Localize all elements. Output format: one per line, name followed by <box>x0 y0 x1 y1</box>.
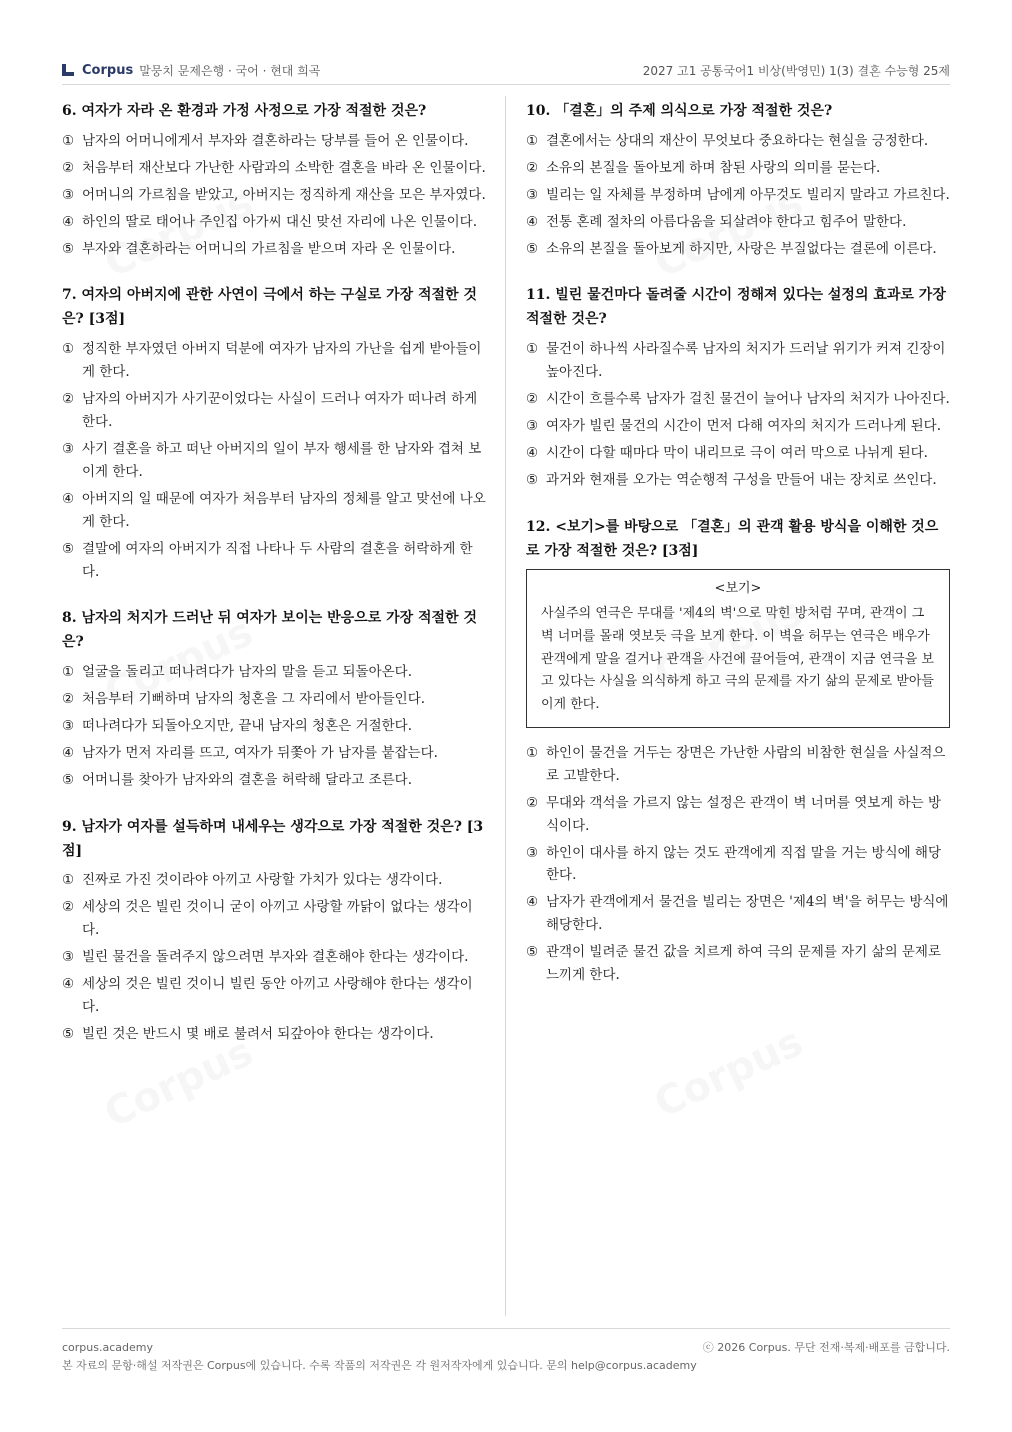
option-text: 남자의 아버지가 사기꾼이었다는 사실이 드러나 여자가 떠나려 하게 한다. <box>82 390 478 430</box>
option-number: ⑤ <box>526 240 539 257</box>
option[interactable] <box>62 688 488 711</box>
option-number: ③ <box>62 949 75 966</box>
option-number: ① <box>62 132 75 149</box>
option-text: 결혼에서는 상대의 재산이 무엇보다 중요하다는 현실을 긍정한다. <box>546 132 929 149</box>
option-text: 결말에 여자의 아버지가 직접 나타나 두 사람의 결혼을 허락하게 한다. <box>82 540 473 580</box>
option-text: 남자가 먼저 자리를 뜨고, 여자가 뒤쫓아 가 남자를 붙잡는다. <box>82 744 438 761</box>
option[interactable] <box>62 946 488 969</box>
option-text: 아버지의 일 때문에 여자가 처음부터 남자의 정체를 알고 맞선에 나오게 한다. <box>82 490 486 530</box>
option-number: ② <box>526 390 539 407</box>
option-text: 하인의 딸로 태어나 주인집 아가씨 대신 맞선 자리에 나온 인물이다. <box>82 213 478 230</box>
option[interactable] <box>526 941 950 987</box>
question-title: 6. 여자가 자라 온 환경과 가정 사정으로 가장 적절한 것은? <box>62 103 427 119</box>
option-number: ④ <box>526 444 539 461</box>
option-text: 소유의 본질을 돌아보게 하지만, 사랑은 부질없다는 결론에 이른다. <box>546 240 937 257</box>
option-text: 세상의 것은 빌린 것이니 빌린 동안 아끼고 사랑해야 한다는 생각이다. <box>82 976 473 1016</box>
option-text: 진짜로 가진 것이라야 아끼고 사랑할 가치가 있다는 생각이다. <box>82 872 443 889</box>
option-number: ① <box>62 872 75 889</box>
question-title: 12. <보기>를 바탕으로 「결혼」의 관객 활용 방식을 이해한 것으로 가장 적절한 것은? [3점] <box>526 518 939 559</box>
option-number: ⑤ <box>526 471 539 488</box>
option-number: ④ <box>526 894 539 911</box>
option-number: ② <box>62 390 75 407</box>
option-number: ② <box>526 159 539 176</box>
option-text: 부자와 결혼하라는 어머니의 가르침을 받으며 자라 온 인물이다. <box>82 240 456 257</box>
option[interactable] <box>526 415 950 438</box>
option-number: ⑤ <box>62 1025 75 1042</box>
option-text: 세상의 것은 빌린 것이니 굳이 아끼고 사랑할 까닭이 없다는 생각이다. <box>82 899 473 939</box>
option-number: ③ <box>526 417 539 434</box>
option-text: 어머니를 찾아가 남자와의 결혼을 허락해 달라고 조른다. <box>82 771 412 788</box>
option-text: 하인이 대사를 하지 않는 것도 관객에게 직접 말을 거는 방식에 해당한다. <box>546 844 942 884</box>
footer-copyright: ⓒ 2026 Corpus. 무단 전재·복제·배포를 금합니다. <box>702 1341 950 1354</box>
question-8 <box>62 607 488 791</box>
option-number: ④ <box>526 213 539 230</box>
option[interactable] <box>62 538 488 584</box>
question-11 <box>526 284 950 491</box>
option[interactable] <box>62 438 488 484</box>
option[interactable] <box>62 896 488 942</box>
option[interactable] <box>526 891 950 937</box>
question-title: 11. 빌린 물건마다 돌려줄 시간이 정해져 있다는 설정의 효과로 가장 적절한 것은? <box>526 287 946 328</box>
option[interactable] <box>526 157 950 180</box>
option-number: ② <box>62 690 75 707</box>
option-number: ① <box>526 744 539 761</box>
option-text: 무대와 객석을 가르지 않는 설정은 관객이 벽 너머를 엿보게 하는 방식이다. <box>546 794 942 834</box>
option-text: 남자가 관객에게서 물건을 빌리는 장면은 '제4의 벽'을 허무는 방식에 해당한다. <box>546 894 949 934</box>
option[interactable] <box>526 211 950 234</box>
option-number: ① <box>526 132 539 149</box>
option[interactable] <box>526 742 950 788</box>
option-text: 여자가 빌린 물건의 시간이 먼저 다해 여자의 처지가 드러나게 된다. <box>546 417 942 434</box>
option-text: 남자의 어머니에게서 부자와 결혼하라는 당부를 들어 온 인물이다. <box>82 132 469 149</box>
option-text: 떠나려다가 되돌아오지만, 끝내 남자의 청혼은 거절한다. <box>82 717 412 734</box>
option[interactable] <box>62 973 488 1019</box>
option-number: ④ <box>62 744 75 761</box>
option[interactable] <box>62 1023 488 1046</box>
question-title: 9. 남자가 여자를 설득하며 내세우는 생각으로 가장 적절한 것은? [3점] <box>62 818 484 859</box>
question-9 <box>62 816 488 1046</box>
option-text: 빌리는 일 자체를 부정하며 남에게 아무것도 빌리지 말라고 가르친다. <box>546 186 950 203</box>
watermark <box>648 1019 810 1127</box>
option-number: ① <box>526 341 539 358</box>
question-12 <box>526 516 950 987</box>
brand <box>62 62 320 79</box>
option-number: ③ <box>62 717 75 734</box>
bogi-box <box>526 569 950 728</box>
option-text: 처음부터 기뻐하며 남자의 청혼을 그 자리에서 받아들인다. <box>82 690 426 707</box>
bogi-text: 사실주의 연극은 무대를 '제4의 벽'으로 막힌 방처럼 꾸며, 관객이 그 벽 너머를 몰래 엿보듯 극을 보게 한다. 이 벽을 허무는 연극은 배우가 관객에게 말을 걸거나 관객을 사건에 끌어들여, 관객이 지금 연극을 보고 있다는 사실을 의식하게 하고 극의 문제를 자기 삶의 문제로 받아들이게 한다. <box>541 606 934 713</box>
option-text: 관객이 빌려준 물건 값을 치르게 하여 극의 문제를 자기 삶의 문제로 느끼게 한다. <box>546 944 942 984</box>
option-number: ③ <box>526 186 539 203</box>
question-title: 7. 여자의 아버지에 관한 사연이 극에서 하는 구실로 가장 적절한 것은? [3점] <box>62 287 477 328</box>
option-number: ⑤ <box>62 240 75 257</box>
option-number: ⑤ <box>62 540 75 557</box>
option[interactable] <box>62 157 488 180</box>
option-text: 정직한 부자였던 아버지 덕분에 여자가 남자의 가난을 쉽게 받아들이게 한다. <box>82 341 482 381</box>
option[interactable] <box>62 238 488 261</box>
option[interactable] <box>62 211 488 234</box>
option-text: 빌린 물건을 돌려주지 않으려면 부자와 결혼해야 한다는 생각이다. <box>82 949 469 966</box>
option-text: 어머니의 가르침을 받았고, 아버지는 정직하게 재산을 모은 부자였다. <box>82 186 486 203</box>
option-number: ④ <box>62 213 75 230</box>
option-text: 처음부터 재산보다 가난한 사람과의 소박한 결혼을 바라 온 인물이다. <box>82 159 486 176</box>
option-number: ⑤ <box>62 771 75 788</box>
option-number: ① <box>62 664 75 681</box>
option[interactable] <box>62 488 488 534</box>
corpus-logo-icon <box>62 64 74 76</box>
option-text: 빌린 것은 반드시 몇 배로 불려서 되갚아야 한다는 생각이다. <box>82 1025 434 1042</box>
option-number: ② <box>62 159 75 176</box>
footer-notice: 본 자료의 문항·해설 저작권은 Corpus에 있습니다. 수록 작품의 저작권은 각 원저작자에게 있습니다. 문의 help@corpus.academy <box>62 1359 697 1373</box>
page-footer <box>62 1328 950 1375</box>
option[interactable] <box>526 388 950 411</box>
option[interactable] <box>526 792 950 838</box>
option-text: 사기 결혼을 하고 떠난 아버지의 일이 부자 행세를 한 남자와 겹쳐 보이게 한다. <box>82 440 482 480</box>
option-number: ② <box>526 794 539 811</box>
option-text: 소유의 본질을 돌아보게 하며 참된 사랑의 의미를 묻는다. <box>546 159 881 176</box>
bogi-title: <보기> <box>714 581 762 597</box>
option[interactable] <box>62 742 488 765</box>
option[interactable] <box>526 238 950 261</box>
option[interactable] <box>62 769 488 792</box>
page-header <box>62 56 950 85</box>
option[interactable] <box>62 869 488 892</box>
option[interactable] <box>62 130 488 153</box>
option-text: 얼굴을 돌리고 떠나려다가 남자의 말을 듣고 되돌아온다. <box>82 664 412 681</box>
option-text: 물건이 하나씩 사라질수록 남자의 처지가 드러날 위기가 커져 긴장이 높아진다. <box>546 341 946 381</box>
option-number: ① <box>62 341 75 358</box>
option[interactable] <box>526 130 950 153</box>
option[interactable] <box>526 442 950 465</box>
option-text: 시간이 다할 때마다 막이 내리므로 극이 여러 막으로 나뉘게 된다. <box>546 444 928 461</box>
option-text: 하인이 물건을 거두는 장면은 가난한 사람의 비참한 현실을 사실적으로 고발한다. <box>546 744 946 784</box>
question-10 <box>526 100 950 260</box>
option-text: 시간이 흐를수록 남자가 걸친 물건이 늘어나 남자의 처지가 나아진다. <box>546 390 950 407</box>
option[interactable] <box>526 184 950 207</box>
question-6 <box>62 100 488 260</box>
option-number: ③ <box>526 844 539 861</box>
option-number: ⑤ <box>526 944 539 961</box>
option[interactable] <box>62 388 488 434</box>
column-divider <box>505 96 506 1316</box>
option-number: ④ <box>62 976 75 993</box>
right-column <box>526 100 950 1011</box>
option[interactable] <box>526 338 950 384</box>
option-number: ④ <box>62 490 75 507</box>
breadcrumb: 말뭉치 문제은행 · 국어 · 현대 희곡 <box>139 63 321 78</box>
option-text: 전통 혼례 절차의 아름다움을 되살려야 한다고 힘주어 말한다. <box>546 213 907 230</box>
footer-site-link[interactable]: corpus.academy <box>62 1341 153 1354</box>
option[interactable] <box>62 338 488 384</box>
question-title: 8. 남자의 처지가 드러난 뒤 여자가 보이는 반응으로 가장 적절한 것은? <box>62 610 477 651</box>
question-title: 10. 「결혼」의 주제 의식으로 가장 적절한 것은? <box>526 103 833 119</box>
option[interactable] <box>62 184 488 207</box>
option-number: ③ <box>62 440 75 457</box>
brand-name: Corpus <box>82 62 134 78</box>
option[interactable] <box>62 661 488 684</box>
option-number: ③ <box>62 186 75 203</box>
option-number: ② <box>62 899 75 916</box>
option[interactable] <box>62 715 488 738</box>
option[interactable] <box>526 469 950 492</box>
question-7 <box>62 284 488 583</box>
option[interactable] <box>526 842 950 888</box>
option-text: 과거와 현재를 오가는 역순행적 구성을 만들어 내는 장치로 쓰인다. <box>546 471 937 488</box>
doc-info: 2027 고1 공통국어1 비상(박영민) 1(3) 결혼 수능형 25제 <box>642 63 950 78</box>
left-column <box>62 100 488 1070</box>
